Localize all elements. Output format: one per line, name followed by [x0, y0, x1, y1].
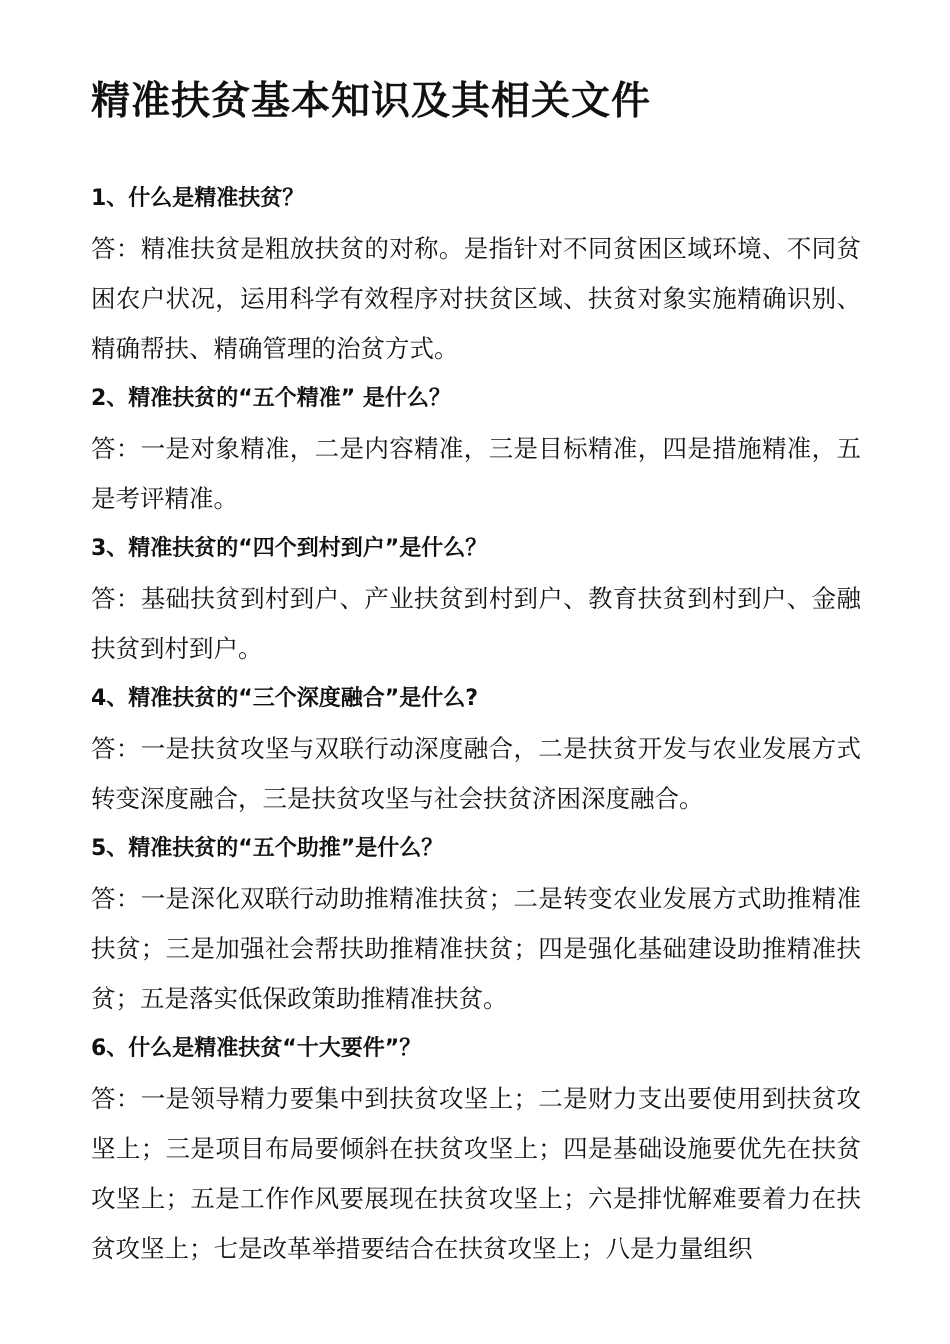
- qa-section-1: [91, 174, 861, 374]
- answer-line: 准扶贫；三是加强社会帮扶助推精准扶贫；四是强化基础建设助推精: [91, 884, 861, 963]
- answer-line: 式转变深度融合，三是扶贫攻坚与社会扶贫济困深度融合。: [91, 734, 861, 813]
- answer-line: 答：精准扶贫是粗放扶贫的对称。是指针对不同贫困区域环境、不同: [91, 234, 837, 263]
- answer-line: 扶贫攻坚上；五是工作作风要展现在扶贫攻坚上；六是排忧解难要着: [91, 1134, 862, 1213]
- qa-section-4: [91, 674, 861, 824]
- answer-line: 力在扶贫攻坚上；七是改革举措要结合在扶贫攻坚上；八是力量组织: [91, 1184, 861, 1263]
- question-heading: 1、什么是精准扶贫？: [91, 186, 305, 211]
- qa-section-6: [91, 1024, 861, 1274]
- document-body: [91, 174, 861, 1274]
- answer-paragraph: [91, 1074, 861, 1274]
- question-heading: 4、精准扶贫的“三个深度融合”是什么?: [91, 686, 478, 711]
- question-heading: 6、什么是精准扶贫“十大要件”？: [91, 1036, 422, 1061]
- qa-section-5: [91, 824, 861, 1024]
- answer-line: 答：一是对象精准，二是内容精准，三是目标精准，四是措施精准，: [91, 434, 837, 463]
- answer-paragraph: [91, 224, 861, 374]
- document-title: 精准扶贫基本知识及其相关文件: [91, 79, 652, 124]
- answer-line: 贫困农户状况，运用科学有效程序对扶贫区域、扶贫对象实施精确识: [91, 234, 861, 313]
- answer-paragraph: [91, 874, 861, 1024]
- question-heading: 2、精准扶贫的“五个精准” 是什么？: [91, 386, 451, 411]
- question-heading: 5、精准扶贫的“五个助推”是什么？: [91, 836, 444, 861]
- qa-section-3: [91, 524, 861, 674]
- answer-line: 融扶贫到村到户。: [91, 584, 861, 663]
- qa-section-2: [91, 374, 861, 524]
- answer-line: 答：一是扶贫攻坚与双联行动深度融合，二是扶贫开发与农业发展方: [91, 734, 837, 763]
- answer-line: 答：基础扶贫到村到户、产业扶贫到村到户、教育扶贫到村到户、金: [91, 584, 837, 613]
- answer-line: 攻坚上；三是项目布局要倾斜在扶贫攻坚上；四是基础设施要优先在: [91, 1084, 861, 1163]
- answer-line: 五是考评精准。: [91, 434, 861, 513]
- answer-line: 答：一是领导精力要集中到扶贫攻坚上；二是财力支出要使用到扶贫: [91, 1084, 837, 1113]
- answer-paragraph: [91, 574, 861, 674]
- answer-line: 准扶贫；五是落实低保政策助推精准扶贫。: [91, 934, 862, 1013]
- answer-paragraph: [91, 424, 861, 524]
- answer-line: 答：一是深化双联行动助推精准扶贫；二是转变农业发展方式助推精: [91, 884, 837, 913]
- question-heading: 3、精准扶贫的“四个到村到户”是什么？: [91, 536, 488, 561]
- answer-paragraph: [91, 724, 861, 824]
- answer-line: 别、精确帮扶、精确管理的治贫方式。: [91, 284, 862, 363]
